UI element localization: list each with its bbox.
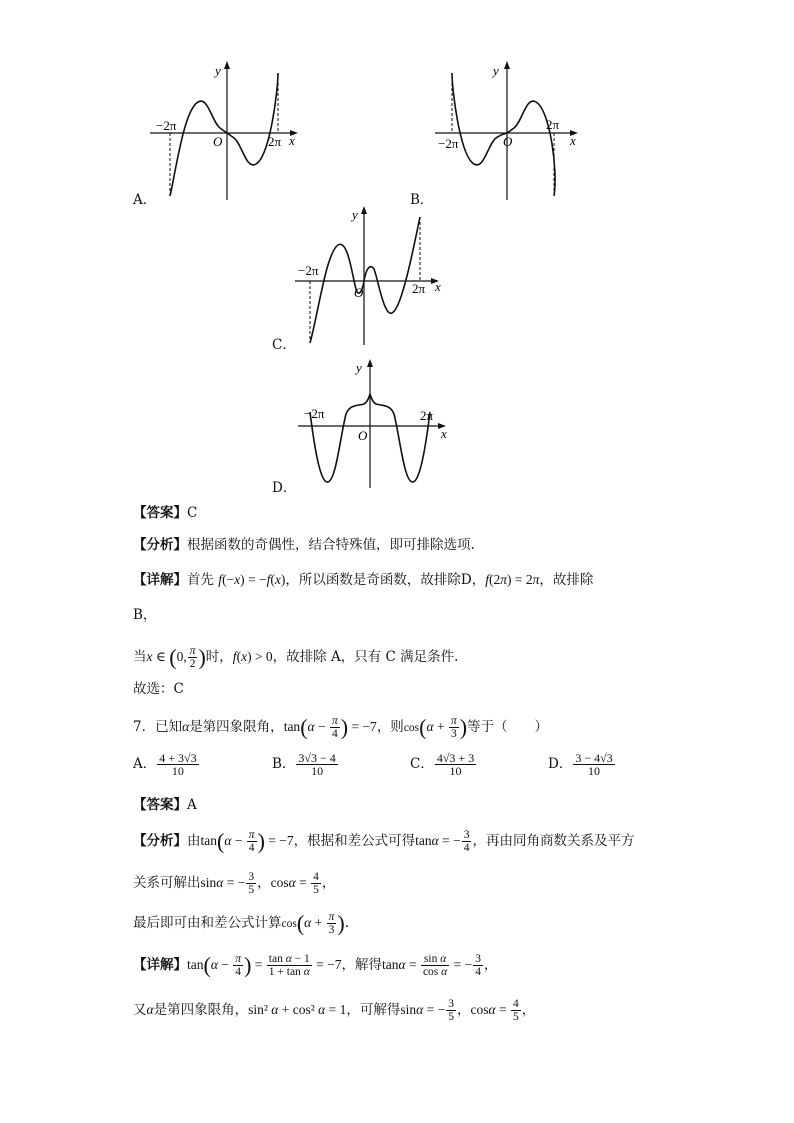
graph-d-letter: D．	[272, 480, 297, 496]
answer-tag: 【答案】	[133, 505, 187, 521]
graph-option-b	[430, 60, 590, 205]
origin-label: O	[213, 134, 223, 149]
q6-detail-line1: 【详解】首先 f(−x) = −f(x)，所以函数是奇函数，故排除D，f(2π) = 2π，故排除	[133, 572, 594, 588]
y-axis-label: y	[356, 360, 362, 375]
formula-odd: f	[218, 572, 223, 587]
analysis-text: 关系可解出	[133, 875, 201, 891]
option-denominator: 10	[311, 764, 324, 778]
analysis-text: .	[344, 915, 350, 931]
option-numerator: 4√3 + 3	[436, 751, 475, 765]
tick-neg-2pi: −2π	[156, 118, 177, 133]
graph-a-letter: A．	[133, 192, 157, 208]
tick-neg-2pi: −2π	[438, 136, 459, 151]
analysis-text: ，	[257, 875, 271, 891]
detail-tag: 【详解】	[133, 957, 187, 973]
graph-b-letter: B．	[410, 192, 434, 208]
origin-label: O	[354, 285, 364, 300]
option-letter: B．	[272, 756, 296, 772]
detail-text: 时，	[205, 649, 233, 665]
detail-text: 又	[133, 1002, 147, 1018]
q6-detail-line3: 当x ∈ (0, $\frac{\pi}{2}$ )时，f(x) > 0，故排除 A，只有 C 满足条件.	[133, 644, 459, 670]
option-letter: A．	[133, 756, 157, 772]
option-denominator: 10	[588, 764, 600, 778]
fraction-pi-over-2: $\frac{\pi}{2}$	[189, 645, 196, 670]
detail-text: ，	[521, 1002, 536, 1018]
analysis-tag: 【分析】	[133, 537, 187, 553]
x-axis-label: x	[570, 133, 576, 148]
option-numerator: 3√3 − 4	[298, 751, 336, 765]
q7-option-b[interactable]	[272, 752, 339, 777]
analysis-text: 由	[187, 833, 201, 849]
x-axis-label: x	[289, 133, 295, 148]
tick-neg-2pi: −2π	[298, 263, 319, 278]
detail-text: ，	[456, 1002, 471, 1018]
tick-2pi: 2π	[546, 117, 560, 132]
tick-2pi: 2π	[420, 408, 434, 423]
option-letter: D．	[548, 756, 573, 772]
q7-answer	[133, 795, 197, 815]
q7-option-c[interactable]	[410, 752, 477, 777]
detail-tag: 【详解】	[133, 572, 187, 588]
q6-detail-line2: B，	[133, 607, 157, 623]
analysis-text: ，	[321, 875, 336, 891]
origin-label: O	[503, 134, 513, 149]
detail-text: ，解得	[341, 957, 382, 973]
question-text: 是第四象限角，	[189, 719, 284, 735]
answer-value: A	[187, 797, 197, 813]
q6-analysis	[133, 535, 475, 555]
origin-label: O	[358, 428, 368, 443]
graph-option-c	[290, 205, 450, 350]
question-text: 等于（ ）	[467, 719, 549, 735]
question-number: 7．已知	[133, 719, 183, 735]
y-axis-label: y	[352, 207, 358, 222]
analysis-text: ，根据和差公式可得	[293, 833, 416, 849]
analysis-text: ，再由同角商数关系及平方	[472, 833, 635, 849]
tick-neg-2pi: −2π	[304, 406, 325, 421]
answer-value: C	[187, 505, 198, 521]
graph-option-a	[150, 60, 310, 205]
q7-option-d[interactable]	[548, 752, 616, 777]
detail-text: ，故排除	[539, 572, 594, 588]
y-axis-label: y	[493, 63, 499, 78]
detail-text: ，	[483, 957, 498, 973]
q7-analysis-line3: 最后即可由和差公式计算cos(α + $\frac{\pi}{3}$ ).	[133, 910, 350, 936]
option-denominator: 10	[171, 764, 184, 778]
q7-option-a[interactable]	[133, 752, 200, 777]
q6-answer	[133, 503, 197, 523]
option-numerator: 4 + 3√3	[159, 751, 197, 765]
q7-detail-line1: 【详解】tan(α − $\frac{\pi}{4}$ ) = $\frac{\text{tan α − 1}}{\text{1 + tan α}}$ = −7，解得tanα = $\frac{\text{sin α}}{\text{cos α}}$ = − $\frac{3}{4}$ ，	[133, 952, 498, 978]
y-axis-label: y	[215, 63, 221, 78]
option-numerator: 3 − 4√3	[575, 751, 613, 765]
q7-analysis-line1: 【分析】由tan(α − $\frac{\pi}{4}$ ) = −7，根据和差公式可得tanα = − $\frac{3}{4}$ ，再由同角商数关系及平方	[133, 828, 635, 854]
analysis-text: 根据函数的奇偶性，结合特殊值，即可排除选项.	[187, 537, 475, 553]
detail-text: ，所以函数是奇函数，故排除D，	[285, 572, 486, 588]
q7-detail-line2: 又α是第四象限角，sin² α + cos² α = 1，可解得sinα = − $\frac{3}{5}$ ，cosα = $\frac{4}{5}$ ，	[133, 998, 536, 1023]
tick-2pi: 2π	[412, 281, 426, 296]
graph-option-d	[290, 358, 455, 493]
option-letter: C．	[410, 756, 434, 772]
answer-tag: 【答案】	[133, 797, 187, 813]
detail-text: 首先	[187, 572, 214, 588]
analysis-text: 最后即可由和差公式计算	[133, 915, 282, 931]
x-axis-label: x	[441, 426, 447, 441]
q7-analysis-line2: 关系可解出sinα = − $\frac{3}{5}$ ，cosα = $\frac{4}{5}$ ，	[133, 871, 336, 896]
tick-2pi: 2π	[268, 134, 282, 149]
detail-text: ，故排除 A，只有 C 满足条件.	[272, 649, 459, 665]
q6-conclusion: 故选：C	[133, 681, 184, 697]
formula-f2pi: f	[485, 572, 490, 587]
detail-text: ，可解得	[346, 1002, 401, 1018]
graph-c-letter: C．	[272, 337, 296, 353]
x-axis-label: x	[435, 279, 441, 294]
option-denominator: 10	[449, 764, 462, 778]
question-text: ，则	[376, 719, 404, 735]
q7-stem: 7．已知α是第四象限角，tan(α − $\frac{\pi}{4}$ ) = −7，则cos(α + $\frac{\pi}{3}$ )等于（ ）	[133, 714, 549, 740]
detail-text: 是第四象限角，	[153, 1002, 249, 1018]
analysis-tag: 【分析】	[133, 833, 187, 849]
detail-text: 当	[133, 649, 147, 665]
